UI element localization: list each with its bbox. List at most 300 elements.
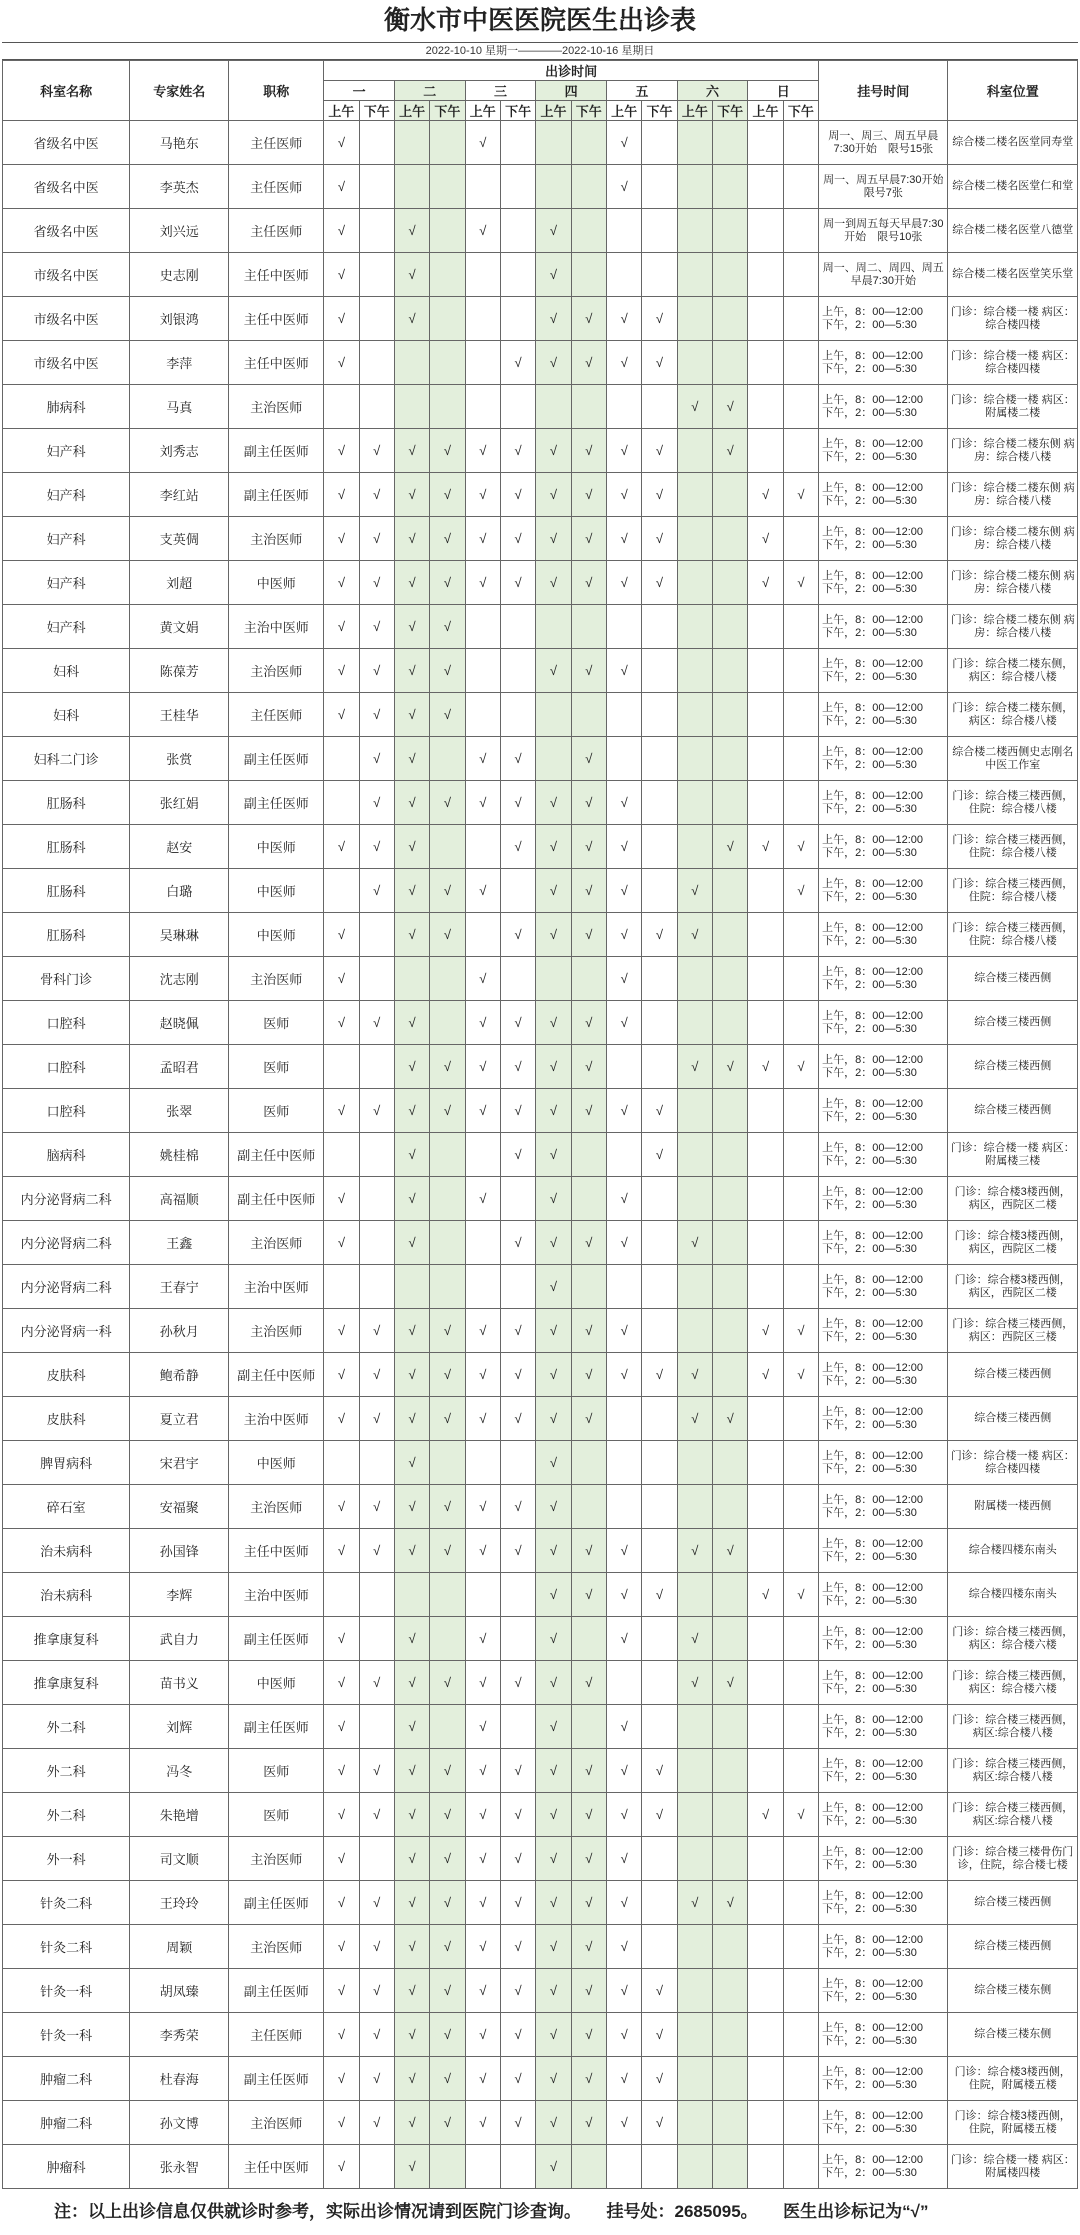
slot-cell: √ xyxy=(500,2101,535,2145)
slot-cell xyxy=(713,1001,748,1045)
table-row xyxy=(3,1573,1078,1617)
doctor-name-cell: 张红娟 xyxy=(130,781,229,825)
slot-cell xyxy=(748,1221,783,1265)
day-header-7: 日 xyxy=(748,81,819,101)
slot-cell: √ xyxy=(430,1969,465,2013)
slot-cell xyxy=(748,2145,783,2189)
dept-cell: 妇产科 xyxy=(3,561,130,605)
slot-cell: √ xyxy=(677,1881,712,1925)
header-title: 职称 xyxy=(229,61,324,121)
location-cell: 门诊：综合楼二楼东侧，病区：综合楼八楼 xyxy=(948,693,1078,737)
doctor-name-cell: 安福聚 xyxy=(130,1485,229,1529)
table-row xyxy=(3,2145,1078,2189)
slot-cell: √ xyxy=(571,1881,606,1925)
slot-cell xyxy=(783,1617,818,1661)
slot-cell: √ xyxy=(571,1221,606,1265)
doctor-name-cell: 陈葆芳 xyxy=(130,649,229,693)
slot-cell: √ xyxy=(324,825,359,869)
doctor-title-cell: 主任医师 xyxy=(229,165,324,209)
slot-cell: √ xyxy=(606,1221,641,1265)
slot-cell: √ xyxy=(394,1133,429,1177)
slot-cell xyxy=(642,781,677,825)
slot-cell xyxy=(748,2101,783,2145)
slot-cell xyxy=(713,869,748,913)
doctor-title-cell: 医师 xyxy=(229,1045,324,1089)
reg-time-cell: 上午，8：00—12:00 下午，2：00—5:30 xyxy=(819,2013,948,2057)
slot-cell: √ xyxy=(324,2057,359,2101)
slot-cell xyxy=(465,1221,500,1265)
location-cell: 门诊：综合楼一楼 病区：附属楼四楼 xyxy=(948,2145,1078,2189)
slot-cell xyxy=(748,869,783,913)
slot-cell xyxy=(465,605,500,649)
doctor-name-cell: 张永智 xyxy=(130,2145,229,2189)
slot-cell: √ xyxy=(536,253,571,297)
slot-cell: √ xyxy=(748,517,783,561)
slot-cell: √ xyxy=(571,1397,606,1441)
slot-cell: √ xyxy=(571,1969,606,2013)
slot-cell: √ xyxy=(394,605,429,649)
slot-cell xyxy=(642,605,677,649)
slot-cell xyxy=(713,1485,748,1529)
slot-cell: √ xyxy=(713,1045,748,1089)
slot-cell xyxy=(324,869,359,913)
slot-cell: √ xyxy=(394,1177,429,1221)
slot-cell: √ xyxy=(394,1001,429,1045)
slot-cell xyxy=(783,1001,818,1045)
slot-cell: √ xyxy=(642,1749,677,1793)
slot-cell xyxy=(713,1925,748,1969)
location-cell: 门诊：综合楼二楼东侧，病区：综合楼八楼 xyxy=(948,649,1078,693)
doctor-name-cell: 武自力 xyxy=(130,1617,229,1661)
slot-cell xyxy=(748,649,783,693)
dept-cell: 皮肤科 xyxy=(3,1353,130,1397)
dept-cell: 外二科 xyxy=(3,1749,130,1793)
slot-cell xyxy=(677,1969,712,2013)
dept-cell: 外二科 xyxy=(3,1705,130,1749)
slot-cell: √ xyxy=(324,2101,359,2145)
location-cell: 门诊：综合楼三楼西侧，病区：综合楼六楼 xyxy=(948,1617,1078,1661)
slot-cell xyxy=(571,209,606,253)
slot-cell: √ xyxy=(394,297,429,341)
reg-time-cell: 上午，8：00—12:00 下午，2：00—5:30 xyxy=(819,825,948,869)
slot-cell xyxy=(606,693,641,737)
slot-cell: √ xyxy=(571,1353,606,1397)
slot-cell: √ xyxy=(359,517,394,561)
slot-cell: √ xyxy=(642,1133,677,1177)
slot-cell: √ xyxy=(571,1309,606,1353)
slot-cell xyxy=(783,737,818,781)
doctor-name-cell: 司文顺 xyxy=(130,1837,229,1881)
slot-cell xyxy=(394,957,429,1001)
slot-cell: √ xyxy=(394,1529,429,1573)
slot-cell xyxy=(748,341,783,385)
reg-time-cell: 周一到周五每天早晨7:30开始 限号10张 xyxy=(819,209,948,253)
slot-cell: √ xyxy=(394,1925,429,1969)
table-row xyxy=(3,649,1078,693)
reg-time-cell: 上午，8：00—12:00 下午，2：00—5:30 xyxy=(819,1749,948,1793)
slot-cell: √ xyxy=(465,473,500,517)
slot-cell xyxy=(536,693,571,737)
location-cell: 综合楼二楼名医堂八德堂 xyxy=(948,209,1078,253)
slot-cell xyxy=(500,1177,535,1221)
slot-cell xyxy=(677,561,712,605)
slot-cell: √ xyxy=(324,1881,359,1925)
slot-cell xyxy=(783,1749,818,1793)
reg-time-cell: 上午，8：00—12:00 下午，2：00—5:30 xyxy=(819,1837,948,1881)
slot-cell xyxy=(359,1177,394,1221)
dept-cell: 肛肠科 xyxy=(3,913,130,957)
table-row xyxy=(3,121,1078,165)
slot-cell xyxy=(394,341,429,385)
slot-cell xyxy=(677,825,712,869)
slot-cell: √ xyxy=(359,1309,394,1353)
slot-cell: √ xyxy=(394,473,429,517)
halfday-header-am: 上午 xyxy=(606,101,641,121)
table-row xyxy=(3,1397,1078,1441)
table-row xyxy=(3,1485,1078,1529)
slot-cell: √ xyxy=(783,825,818,869)
slot-cell xyxy=(677,253,712,297)
location-cell: 附属楼一楼西侧 xyxy=(948,1485,1078,1529)
slot-cell: √ xyxy=(571,561,606,605)
reg-time-cell: 上午，8：00—12:00 下午，2：00—5:30 xyxy=(819,1705,948,1749)
day-header-1: 一 xyxy=(324,81,395,101)
slot-cell: √ xyxy=(606,913,641,957)
dept-cell: 治未病科 xyxy=(3,1529,130,1573)
location-cell: 门诊：综合楼二楼东侧 病房：综合楼八楼 xyxy=(948,429,1078,473)
slot-cell: √ xyxy=(642,429,677,473)
header-dept: 科室名称 xyxy=(3,61,130,121)
doctor-title-cell: 主任中医师 xyxy=(229,2145,324,2189)
slot-cell: √ xyxy=(536,1485,571,1529)
slot-cell: √ xyxy=(536,517,571,561)
slot-cell xyxy=(677,165,712,209)
doctor-title-cell: 主任医师 xyxy=(229,121,324,165)
slot-cell: √ xyxy=(359,473,394,517)
slot-cell xyxy=(359,1573,394,1617)
slot-cell xyxy=(500,1705,535,1749)
slot-cell xyxy=(642,1265,677,1309)
slot-cell: √ xyxy=(536,1265,571,1309)
slot-cell: √ xyxy=(606,473,641,517)
location-cell: 综合楼三楼西侧 xyxy=(948,1089,1078,1133)
slot-cell xyxy=(359,1045,394,1089)
slot-cell xyxy=(394,385,429,429)
halfday-header-am: 上午 xyxy=(748,101,783,121)
slot-cell: √ xyxy=(571,1045,606,1089)
slot-cell: √ xyxy=(713,825,748,869)
slot-cell xyxy=(500,121,535,165)
day-header-3: 三 xyxy=(465,81,536,101)
location-cell: 门诊：综合楼三楼西侧，病区:综合楼八楼 xyxy=(948,1749,1078,1793)
location-cell: 门诊：综合楼3楼西侧，住院，附属楼五楼 xyxy=(948,2101,1078,2145)
slot-cell xyxy=(359,121,394,165)
slot-cell xyxy=(783,2101,818,2145)
slot-cell: √ xyxy=(394,1309,429,1353)
slot-cell: √ xyxy=(324,913,359,957)
slot-cell xyxy=(713,1353,748,1397)
slot-cell xyxy=(677,1925,712,1969)
dept-cell: 市级名中医 xyxy=(3,297,130,341)
slot-cell: √ xyxy=(536,1221,571,1265)
slot-cell: √ xyxy=(606,1749,641,1793)
location-cell: 综合楼三楼西侧 xyxy=(948,1881,1078,1925)
slot-cell xyxy=(748,2057,783,2101)
slot-cell: √ xyxy=(642,517,677,561)
slot-cell: √ xyxy=(359,2101,394,2145)
schedule-table xyxy=(2,60,1078,2189)
slot-cell xyxy=(500,2145,535,2189)
slot-cell: √ xyxy=(783,561,818,605)
slot-cell xyxy=(324,1133,359,1177)
slot-cell: √ xyxy=(536,2145,571,2189)
slot-cell: √ xyxy=(465,1529,500,1573)
slot-cell: √ xyxy=(642,1573,677,1617)
slot-cell xyxy=(430,1705,465,1749)
doctor-name-cell: 夏立君 xyxy=(130,1397,229,1441)
table-row xyxy=(3,913,1078,957)
slot-cell xyxy=(713,1221,748,1265)
halfday-header-am: 上午 xyxy=(394,101,429,121)
slot-cell: √ xyxy=(465,1001,500,1045)
doctor-title-cell: 主任医师 xyxy=(229,693,324,737)
slot-cell: √ xyxy=(430,1837,465,1881)
slot-cell: √ xyxy=(571,297,606,341)
slot-cell: √ xyxy=(536,1309,571,1353)
slot-cell xyxy=(571,385,606,429)
slot-cell xyxy=(642,1177,677,1221)
table-row xyxy=(3,737,1078,781)
dept-cell: 省级名中医 xyxy=(3,121,130,165)
table-row xyxy=(3,1925,1078,1969)
slot-cell: √ xyxy=(536,1397,571,1441)
slot-cell: √ xyxy=(359,1969,394,2013)
slot-cell xyxy=(324,385,359,429)
slot-cell: √ xyxy=(324,605,359,649)
slot-cell: √ xyxy=(606,561,641,605)
slot-cell: √ xyxy=(500,1485,535,1529)
slot-cell: √ xyxy=(394,737,429,781)
slot-cell xyxy=(430,1133,465,1177)
slot-cell xyxy=(783,2057,818,2101)
slot-cell xyxy=(642,1001,677,1045)
slot-cell: √ xyxy=(783,869,818,913)
slot-cell: √ xyxy=(606,1177,641,1221)
slot-cell: √ xyxy=(324,693,359,737)
doctor-title-cell: 主治医师 xyxy=(229,385,324,429)
reg-time-cell: 上午，8：00—12:00 下午，2：00—5:30 xyxy=(819,1001,948,1045)
reg-time-cell: 上午，8：00—12:00 下午，2：00—5:30 xyxy=(819,781,948,825)
dept-cell: 碎石室 xyxy=(3,1485,130,1529)
location-cell: 门诊：综合楼三楼西侧，病区:综合楼八楼 xyxy=(948,1705,1078,1749)
slot-cell xyxy=(536,605,571,649)
slot-cell: √ xyxy=(324,429,359,473)
doctor-name-cell: 孙国锋 xyxy=(130,1529,229,1573)
slot-cell xyxy=(677,737,712,781)
slot-cell: √ xyxy=(324,1529,359,1573)
slot-cell xyxy=(430,957,465,1001)
slot-cell xyxy=(359,253,394,297)
slot-cell: √ xyxy=(394,2057,429,2101)
location-cell: 综合楼三楼东侧 xyxy=(948,2013,1078,2057)
location-cell: 综合楼四楼东南头 xyxy=(948,1529,1078,1573)
slot-cell xyxy=(430,1441,465,1485)
slot-cell xyxy=(713,1617,748,1661)
slot-cell: √ xyxy=(465,2057,500,2101)
slot-cell: √ xyxy=(606,341,641,385)
halfday-header-pm: 下午 xyxy=(571,101,606,121)
slot-cell xyxy=(713,737,748,781)
slot-cell: √ xyxy=(677,1221,712,1265)
slot-cell xyxy=(500,1617,535,1661)
doctor-name-cell: 刘超 xyxy=(130,561,229,605)
reg-time-cell: 周一、周二、周四、周五 早晨7:30开始 xyxy=(819,253,948,297)
location-cell: 门诊：综合楼一楼 病区：附属楼三楼 xyxy=(948,1133,1078,1177)
slot-cell: √ xyxy=(500,1221,535,1265)
slot-cell: √ xyxy=(430,1089,465,1133)
location-cell: 门诊：综合楼三楼西侧，住院：综合楼八楼 xyxy=(948,913,1078,957)
reg-time-cell: 上午，8：00—12:00 下午，2：00—5:30 xyxy=(819,473,948,517)
slot-cell: √ xyxy=(359,781,394,825)
slot-cell: √ xyxy=(394,869,429,913)
slot-cell xyxy=(500,209,535,253)
slot-cell: √ xyxy=(430,1045,465,1089)
slot-cell: √ xyxy=(713,385,748,429)
table-row xyxy=(3,1749,1078,1793)
date-range: 2022-10-10 星期一————2022-10-16 星期日 xyxy=(2,43,1078,60)
slot-cell xyxy=(748,121,783,165)
slot-cell xyxy=(783,649,818,693)
table-row xyxy=(3,2101,1078,2145)
halfday-header-am: 上午 xyxy=(677,101,712,121)
halfday-header-pm: 下午 xyxy=(430,101,465,121)
dept-cell: 肺病科 xyxy=(3,385,130,429)
slot-cell xyxy=(571,121,606,165)
slot-cell xyxy=(571,165,606,209)
slot-cell xyxy=(536,121,571,165)
doctor-title-cell: 中医师 xyxy=(229,561,324,605)
dept-cell: 肿瘤二科 xyxy=(3,2057,130,2101)
slot-cell: √ xyxy=(500,1837,535,1881)
slot-cell: √ xyxy=(394,2145,429,2189)
slot-cell xyxy=(748,957,783,1001)
slot-cell xyxy=(748,209,783,253)
slot-cell xyxy=(748,1485,783,1529)
slot-cell xyxy=(324,1265,359,1309)
slot-cell: √ xyxy=(783,1793,818,1837)
halfday-header-am: 上午 xyxy=(536,101,571,121)
doctor-title-cell: 主治医师 xyxy=(229,649,324,693)
slot-cell: √ xyxy=(359,737,394,781)
slot-cell xyxy=(713,517,748,561)
slot-cell: √ xyxy=(394,1397,429,1441)
slot-cell xyxy=(748,1133,783,1177)
halfday-header-pm: 下午 xyxy=(642,101,677,121)
slot-cell xyxy=(713,165,748,209)
doctor-title-cell: 主治医师 xyxy=(229,1837,324,1881)
slot-cell: √ xyxy=(394,253,429,297)
slot-cell xyxy=(606,1661,641,1705)
slot-cell: √ xyxy=(465,1617,500,1661)
doctor-title-cell: 医师 xyxy=(229,1089,324,1133)
slot-cell xyxy=(677,1705,712,1749)
table-row xyxy=(3,1661,1078,1705)
slot-cell: √ xyxy=(324,253,359,297)
slot-cell: √ xyxy=(500,1881,535,1925)
slot-cell xyxy=(677,2145,712,2189)
slot-cell xyxy=(500,1441,535,1485)
slot-cell: √ xyxy=(394,825,429,869)
slot-cell: √ xyxy=(606,1353,641,1397)
slot-cell: √ xyxy=(465,2013,500,2057)
slot-cell: √ xyxy=(536,1661,571,1705)
slot-cell xyxy=(677,1309,712,1353)
slot-cell xyxy=(783,1969,818,2013)
slot-cell: √ xyxy=(642,473,677,517)
slot-cell: √ xyxy=(606,165,641,209)
slot-cell xyxy=(465,165,500,209)
table-row xyxy=(3,781,1078,825)
slot-cell: √ xyxy=(571,649,606,693)
slot-cell xyxy=(571,1133,606,1177)
reg-time-cell: 上午，8：00—12:00 下午，2：00—5:30 xyxy=(819,1617,948,1661)
reg-time-cell: 上午，8：00—12:00 下午，2：00—5:30 xyxy=(819,297,948,341)
slot-cell xyxy=(677,1089,712,1133)
doctor-title-cell: 副主任医师 xyxy=(229,1617,324,1661)
slot-cell: √ xyxy=(713,1397,748,1441)
slot-cell xyxy=(465,649,500,693)
slot-cell xyxy=(677,473,712,517)
doctor-name-cell: 杜春海 xyxy=(130,2057,229,2101)
slot-cell: √ xyxy=(359,1925,394,1969)
slot-cell: √ xyxy=(748,473,783,517)
slot-cell: √ xyxy=(677,869,712,913)
slot-cell: √ xyxy=(430,1661,465,1705)
slot-cell xyxy=(713,1309,748,1353)
slot-cell: √ xyxy=(571,913,606,957)
page xyxy=(2,0,1078,2221)
slot-cell xyxy=(713,957,748,1001)
slot-cell xyxy=(677,1177,712,1221)
slot-cell: √ xyxy=(324,1617,359,1661)
slot-cell: √ xyxy=(430,781,465,825)
slot-cell: √ xyxy=(465,1969,500,2013)
slot-cell: √ xyxy=(571,1749,606,1793)
dept-cell: 内分泌肾病二科 xyxy=(3,1177,130,1221)
slot-cell: √ xyxy=(359,429,394,473)
reg-time-cell: 上午，8：00—12:00 下午，2：00—5:30 xyxy=(819,693,948,737)
slot-cell xyxy=(606,1441,641,1485)
slot-cell xyxy=(783,1397,818,1441)
slot-cell: √ xyxy=(394,209,429,253)
slot-cell: √ xyxy=(606,1001,641,1045)
slot-cell: √ xyxy=(536,341,571,385)
slot-cell: √ xyxy=(642,341,677,385)
slot-cell: √ xyxy=(536,2101,571,2145)
slot-cell xyxy=(606,1485,641,1529)
slot-cell: √ xyxy=(606,1925,641,1969)
doctor-title-cell: 主任中医师 xyxy=(229,341,324,385)
slot-cell xyxy=(465,341,500,385)
dept-cell: 妇产科 xyxy=(3,605,130,649)
location-cell: 门诊：综合楼一楼 病区：附属楼二楼 xyxy=(948,385,1078,429)
doctor-name-cell: 王鑫 xyxy=(130,1221,229,1265)
slot-cell: √ xyxy=(465,1661,500,1705)
slot-cell: √ xyxy=(500,1353,535,1397)
slot-cell: √ xyxy=(748,1573,783,1617)
slot-cell xyxy=(359,1221,394,1265)
slot-cell xyxy=(783,1529,818,1573)
